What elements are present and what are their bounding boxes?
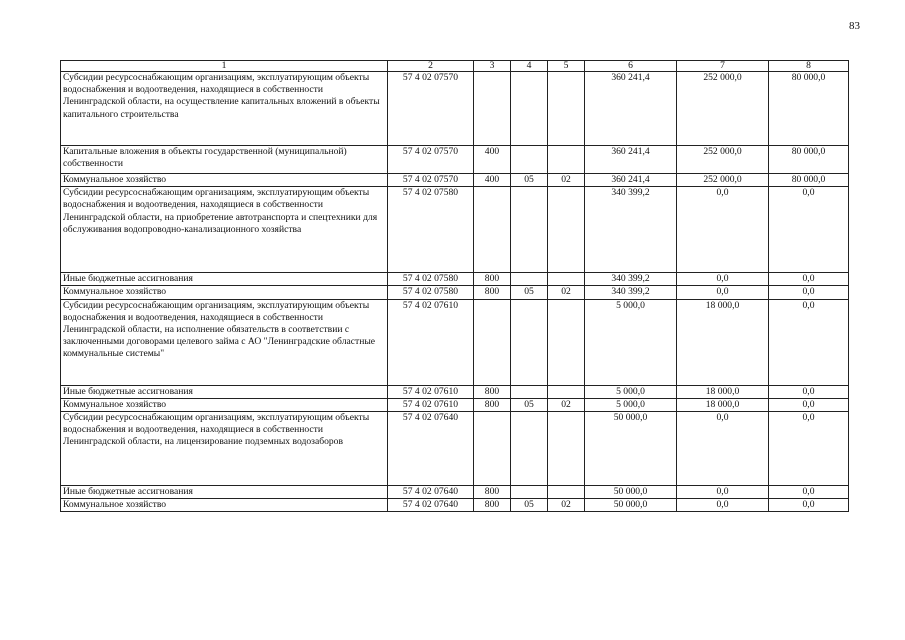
row-name-cell: Иные бюджетные ассигнования xyxy=(61,486,388,499)
row-name-cell: Субсидии ресурсоснабжающим организациям, эксплуатирующим объекты водоснабжения и водоотведения, находящиеся в собственности Ленинградской области, на осуществление капитальных вложений в объекты капитального строительства xyxy=(61,72,388,146)
row-rz-cell xyxy=(511,187,548,273)
table-row xyxy=(61,499,849,512)
row-pr-cell xyxy=(548,72,585,146)
row-rz-cell: 05 xyxy=(511,398,548,411)
row-sum-cell: 340 399,2 xyxy=(585,286,677,299)
row-sum-cell: 340 399,2 xyxy=(585,187,677,273)
row-sum-cell: 18 000,0 xyxy=(677,299,769,385)
row-vr-cell: 800 xyxy=(474,385,511,398)
row-sum-cell: 0,0 xyxy=(769,398,849,411)
row-rz-cell xyxy=(511,299,548,385)
row-sum-cell: 0,0 xyxy=(769,187,849,273)
row-rz-cell: 05 xyxy=(511,174,548,187)
row-sum-cell: 360 241,4 xyxy=(585,72,677,146)
row-vr-cell: 800 xyxy=(474,499,511,512)
row-sum-cell: 0,0 xyxy=(769,385,849,398)
row-sum-cell: 340 399,2 xyxy=(585,273,677,286)
row-sum-cell: 0,0 xyxy=(677,486,769,499)
row-sum-cell: 252 000,0 xyxy=(677,72,769,146)
row-pr-cell xyxy=(548,412,585,486)
row-sum-cell: 0,0 xyxy=(677,499,769,512)
row-rz-cell xyxy=(511,72,548,146)
row-rz-cell: 05 xyxy=(511,286,548,299)
row-code-cell: 57 4 02 07570 xyxy=(388,146,474,174)
table-row xyxy=(61,398,849,411)
column-header: 8 xyxy=(769,61,849,72)
row-pr-cell xyxy=(548,486,585,499)
table-row xyxy=(61,286,849,299)
row-pr-cell: 02 xyxy=(548,174,585,187)
table-row xyxy=(61,486,849,499)
row-code-cell: 57 4 02 07640 xyxy=(388,412,474,486)
column-header: 1 xyxy=(61,61,388,72)
row-vr-cell: 800 xyxy=(474,398,511,411)
row-sum-cell: 80 000,0 xyxy=(769,72,849,146)
row-name-cell: Капитальные вложения в объекты государственной (муниципальной) собственности xyxy=(61,146,388,174)
row-code-cell: 57 4 02 07570 xyxy=(388,174,474,187)
row-code-cell: 57 4 02 07610 xyxy=(388,299,474,385)
row-vr-cell: 800 xyxy=(474,286,511,299)
row-sum-cell: 80 000,0 xyxy=(769,174,849,187)
row-code-cell: 57 4 02 07580 xyxy=(388,187,474,273)
row-sum-cell: 0,0 xyxy=(769,286,849,299)
row-rz-cell xyxy=(511,486,548,499)
row-rz-cell xyxy=(511,273,548,286)
row-code-cell: 57 4 02 07570 xyxy=(388,72,474,146)
row-sum-cell: 5 000,0 xyxy=(585,385,677,398)
table-header-row xyxy=(61,61,849,72)
row-name-cell: Субсидии ресурсоснабжающим организациям, эксплуатирующим объекты водоснабжения и водоотведения, находящиеся в собственности Ленинградской области, на исполнение обязательств в соответствии с заключенными договорами целевого займа с АО "Ленинградские областные коммунальные системы" xyxy=(61,299,388,385)
table-row xyxy=(61,273,849,286)
row-sum-cell: 18 000,0 xyxy=(677,398,769,411)
row-rz-cell: 05 xyxy=(511,499,548,512)
row-name-cell: Иные бюджетные ассигнования xyxy=(61,273,388,286)
table-row xyxy=(61,412,849,486)
row-pr-cell xyxy=(548,187,585,273)
row-sum-cell: 0,0 xyxy=(769,412,849,486)
table-row xyxy=(61,299,849,385)
table-row xyxy=(61,385,849,398)
row-vr-cell xyxy=(474,72,511,146)
row-sum-cell: 252 000,0 xyxy=(677,174,769,187)
row-pr-cell xyxy=(548,146,585,174)
row-sum-cell: 360 241,4 xyxy=(585,146,677,174)
row-code-cell: 57 4 02 07640 xyxy=(388,486,474,499)
row-pr-cell xyxy=(548,299,585,385)
row-name-cell: Коммунальное хозяйство xyxy=(61,398,388,411)
table-row xyxy=(61,72,849,146)
row-sum-cell: 0,0 xyxy=(677,273,769,286)
row-sum-cell: 0,0 xyxy=(677,286,769,299)
row-sum-cell: 50 000,0 xyxy=(585,486,677,499)
row-pr-cell: 02 xyxy=(548,286,585,299)
table-row xyxy=(61,187,849,273)
row-vr-cell: 800 xyxy=(474,486,511,499)
row-sum-cell: 0,0 xyxy=(677,412,769,486)
row-pr-cell: 02 xyxy=(548,499,585,512)
row-vr-cell: 400 xyxy=(474,174,511,187)
column-header: 5 xyxy=(548,61,585,72)
row-vr-cell xyxy=(474,299,511,385)
row-name-cell: Субсидии ресурсоснабжающим организациям, эксплуатирующим объекты водоснабжения и водоотведения, находящиеся в собственности Ленинградской области, на лицензирование подземных водозаборов xyxy=(61,412,388,486)
row-name-cell: Коммунальное хозяйство xyxy=(61,174,388,187)
row-sum-cell: 18 000,0 xyxy=(677,385,769,398)
row-pr-cell xyxy=(548,385,585,398)
row-name-cell: Коммунальное хозяйство xyxy=(61,286,388,299)
row-sum-cell: 50 000,0 xyxy=(585,499,677,512)
row-sum-cell: 5 000,0 xyxy=(585,398,677,411)
column-header: 3 xyxy=(474,61,511,72)
row-sum-cell: 50 000,0 xyxy=(585,412,677,486)
column-header: 6 xyxy=(585,61,677,72)
column-header: 4 xyxy=(511,61,548,72)
row-rz-cell xyxy=(511,146,548,174)
row-name-cell: Субсидии ресурсоснабжающим организациям, эксплуатирующим объекты водоснабжения и водоотведения, находящиеся в собственности Ленинградской области, на приобретение автотранспорта и спецтехники для обслуживания водопроводно-канализационного хозяйства xyxy=(61,187,388,273)
row-sum-cell: 5 000,0 xyxy=(585,299,677,385)
row-name-cell: Иные бюджетные ассигнования xyxy=(61,385,388,398)
row-pr-cell: 02 xyxy=(548,398,585,411)
budget-table xyxy=(60,60,849,512)
page-number: 83 xyxy=(849,20,860,32)
row-code-cell: 57 4 02 07580 xyxy=(388,273,474,286)
row-vr-cell: 800 xyxy=(474,273,511,286)
row-sum-cell: 0,0 xyxy=(769,499,849,512)
table-row xyxy=(61,146,849,174)
row-rz-cell xyxy=(511,385,548,398)
row-rz-cell xyxy=(511,412,548,486)
row-code-cell: 57 4 02 07640 xyxy=(388,499,474,512)
row-sum-cell: 0,0 xyxy=(769,486,849,499)
column-header: 2 xyxy=(388,61,474,72)
row-vr-cell: 400 xyxy=(474,146,511,174)
row-sum-cell: 252 000,0 xyxy=(677,146,769,174)
row-sum-cell: 360 241,4 xyxy=(585,174,677,187)
column-header: 7 xyxy=(677,61,769,72)
row-sum-cell: 80 000,0 xyxy=(769,146,849,174)
row-sum-cell: 0,0 xyxy=(677,187,769,273)
row-name-cell: Коммунальное хозяйство xyxy=(61,499,388,512)
row-code-cell: 57 4 02 07580 xyxy=(388,286,474,299)
row-vr-cell xyxy=(474,412,511,486)
row-vr-cell xyxy=(474,187,511,273)
table-row xyxy=(61,174,849,187)
row-pr-cell xyxy=(548,273,585,286)
row-code-cell: 57 4 02 07610 xyxy=(388,398,474,411)
row-sum-cell: 0,0 xyxy=(769,299,849,385)
row-code-cell: 57 4 02 07610 xyxy=(388,385,474,398)
row-sum-cell: 0,0 xyxy=(769,273,849,286)
